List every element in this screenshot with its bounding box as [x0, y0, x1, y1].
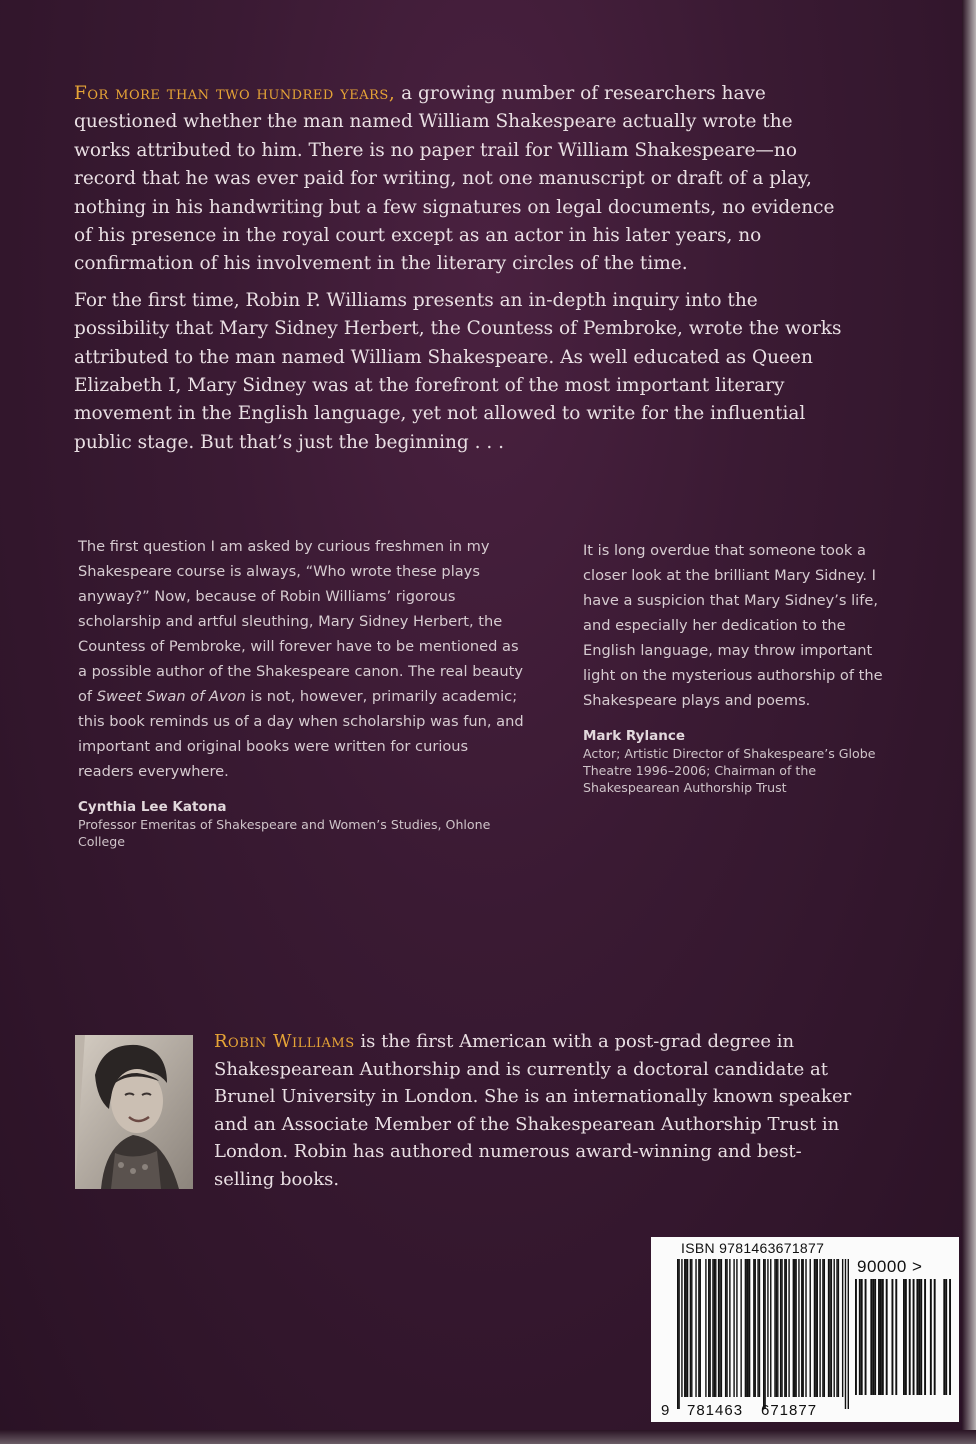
barcode-bar — [757, 1259, 758, 1397]
barcode-bar — [829, 1259, 830, 1397]
barcode-bar — [745, 1259, 746, 1397]
barcode-bar — [681, 1259, 682, 1397]
barcode-bar — [815, 1259, 816, 1397]
barcode-bar — [828, 1259, 829, 1397]
barcode-bar — [714, 1259, 715, 1397]
barcode-bar — [786, 1259, 787, 1397]
barcode-bar — [895, 1279, 897, 1395]
author-bio-text: is the first American with a post-grad degree in Shakespearean Authorship and is currently a doctoral candidate at Brunel University in London. She is an internationally known speaker and an Associate Member of the Shakespearean Authorship Trust in London. Robin has authored numerous award-winning and best-selling books. — [214, 1031, 852, 1190]
barcode-bar — [777, 1259, 778, 1397]
barcode-bar — [865, 1279, 867, 1395]
endorsement-rylance — [583, 538, 893, 796]
barcode-bar — [764, 1259, 765, 1409]
barcode-bar — [781, 1259, 782, 1397]
endorsement-katona — [78, 534, 528, 850]
barcode-bar — [725, 1259, 726, 1397]
barcode-bar — [705, 1259, 706, 1397]
barcode-bar — [824, 1259, 825, 1397]
barcode-bar — [726, 1259, 727, 1397]
barcode-bar — [836, 1259, 837, 1397]
synopsis-paragraph-1-text: a growing number of researchers have questioned whether the man named William Shakespeare actually wrote the works attributed to him. There is no paper trail for William Shakespeare—no record that he was ever paid for writing, not one manuscript or draft of a play, nothing in his handwriting but a few signatures on legal documents, no evidence of his presence in the royal court except as an actor in his later years, no confirmation of his involvement in the literary circles of the time. — [74, 83, 835, 275]
book-title-italic: Sweet Swan of Avon — [96, 688, 246, 705]
barcode-bar — [719, 1259, 720, 1397]
barcode-bar — [878, 1279, 880, 1395]
barcode-bar — [874, 1279, 876, 1395]
barcode-bar — [805, 1259, 806, 1397]
price-addon-barcode — [855, 1279, 951, 1407]
isbn-barcode-panel — [651, 1237, 959, 1422]
barcode-bar — [916, 1279, 918, 1395]
barcode-bar — [755, 1259, 756, 1397]
endorsement-text: It is long overdue that someone took a closer look at the brilliant Mary Sidney. I have a suspicion that Mary Sidney’s life, and especially her dedication to the English language, may throw important light on the mysterious authorship of the Shakespeare plays and poems. — [583, 542, 883, 709]
barcode-bar — [802, 1259, 803, 1397]
endorsement-text-part-a: The first question I am asked by curious freshmen in my Shakespeare course is always, “Who wrote these plays anyway?” Now, because of Robin Williams’ rigorous scholarship and artful sleuthing, Mary Sidney Herbert, the Countess of Pembroke, will forever have to be mentioned as a possible author of the Shakespeare canon. The real beauty of — [78, 538, 523, 705]
barcode-bar — [845, 1259, 846, 1409]
barcode-bar — [795, 1259, 796, 1397]
synopsis-blurb — [74, 80, 854, 465]
endorsement-text — [78, 534, 528, 784]
barcode-bar — [690, 1259, 691, 1397]
barcode-bar — [880, 1279, 882, 1395]
barcode-bar — [695, 1259, 696, 1397]
barcode-bar — [872, 1279, 874, 1395]
barcode-bar — [848, 1259, 849, 1409]
barcode-bar — [718, 1259, 719, 1397]
barcode-bar — [733, 1259, 734, 1397]
author-bio — [214, 1028, 854, 1193]
barcode-bar — [774, 1259, 775, 1397]
barcode-bar — [793, 1259, 794, 1397]
barcode-bar — [776, 1259, 777, 1397]
barcode-bar — [831, 1259, 832, 1397]
endorser-role: Actor; Artistic Director of Shakespeare’s Globe Theatre 1996–2006; Chairman of the Shakespearean Authorship Trust — [583, 746, 876, 795]
barcode-bar — [855, 1279, 857, 1395]
barcode-bar — [945, 1279, 947, 1395]
barcode-bar — [677, 1259, 678, 1409]
barcode-bar — [861, 1279, 863, 1395]
barcode-bar — [949, 1279, 951, 1395]
endorser-role: Professor Emeritas of Shakespeare and Women’s Studies, Ohlone College — [78, 817, 491, 849]
barcode-bar — [903, 1279, 905, 1395]
isbn-barcode — [677, 1259, 849, 1409]
endorser-name: Mark Rylance — [583, 728, 685, 744]
barcode-bar — [708, 1259, 709, 1397]
synopsis-paragraph-2: For the first time, Robin P. Williams presents an in-depth inquiry into the possibility that Mary Sidney Herbert, the Countess of Pembroke, wrote the works attributed to the man named William Shakespeare. As well educated as Queen Elizabeth I, Mary Sidney was at the forefront of the most important literary movement in the English language, yet not allowed to write for the influential public stage. But that’s just the beginning . . . — [74, 289, 842, 453]
barcode-bar — [753, 1259, 754, 1397]
barcode-bar — [934, 1279, 936, 1395]
barcode-bar — [729, 1259, 730, 1397]
barcode-bar — [882, 1279, 884, 1395]
barcode-digits-left: 781463 — [687, 1402, 744, 1419]
barcode-bar — [794, 1259, 795, 1397]
barcode-bar — [909, 1279, 911, 1395]
barcode-bar — [678, 1259, 679, 1409]
barcode-bar — [700, 1259, 701, 1397]
barcode-bar — [819, 1259, 820, 1397]
barcode-digits-right: 671877 — [761, 1402, 818, 1419]
synopsis-paragraph-1 — [74, 80, 854, 279]
author-photo — [75, 1035, 193, 1189]
barcode-bar — [685, 1259, 686, 1397]
barcode-bar — [817, 1259, 818, 1397]
barcode-bar — [886, 1279, 888, 1395]
barcode-bar — [736, 1259, 737, 1397]
barcode-bar — [780, 1259, 781, 1397]
barcode-bar — [810, 1259, 811, 1397]
barcode-bar — [801, 1259, 802, 1397]
barcode-bar — [715, 1259, 716, 1397]
barcode-bar — [905, 1279, 907, 1395]
barcode-bar — [770, 1259, 771, 1397]
barcode-bar — [709, 1259, 710, 1397]
endorsement-text-part-b: is not, however, primarily academic; this book reminds us of a day when scholarship was fun, and important and original books were written for curious readers everywhere. — [78, 688, 524, 780]
barcode-bar — [749, 1259, 750, 1397]
barcode-bar — [763, 1259, 764, 1409]
barcode-bar — [842, 1259, 843, 1397]
author-portrait-illustration — [75, 1035, 193, 1189]
price-code-label: 90000 > — [857, 1257, 923, 1276]
barcode-bar — [891, 1279, 893, 1395]
cover-edge-bottom — [0, 1430, 976, 1444]
barcode-bar — [870, 1279, 872, 1395]
barcode-bar — [746, 1259, 747, 1397]
isbn-label: ISBN 9781463671877 — [681, 1240, 825, 1256]
barcode-bar — [767, 1259, 768, 1397]
barcode-bar — [798, 1259, 799, 1397]
barcode-digit-first: 9 — [661, 1402, 671, 1419]
barcode-bar — [784, 1259, 785, 1397]
barcode-bar — [822, 1259, 823, 1397]
barcode-bar — [691, 1259, 692, 1397]
barcode-bar — [833, 1259, 834, 1397]
barcode-bar — [859, 1279, 861, 1395]
barcode-bar — [684, 1259, 685, 1397]
barcode-bar — [920, 1279, 922, 1395]
barcode-bar — [712, 1259, 713, 1397]
barcode-bar — [747, 1259, 748, 1397]
barcode-bar — [788, 1259, 789, 1397]
barcode-bar — [814, 1259, 815, 1397]
barcode-bar — [913, 1279, 915, 1395]
barcode-bar — [943, 1279, 945, 1395]
barcode-bar — [698, 1259, 699, 1397]
barcode-bar — [838, 1259, 839, 1397]
barcode-bar — [759, 1259, 760, 1397]
barcode-bar — [721, 1259, 722, 1397]
synopsis-lead-caps: For more than two hundred years, — [74, 83, 396, 104]
barcode-bar — [924, 1279, 926, 1395]
cover-edge-right — [962, 0, 976, 1444]
barcode-bar — [740, 1259, 741, 1397]
endorser-name: Cynthia Lee Katona — [78, 799, 227, 815]
barcode-bar — [918, 1279, 920, 1395]
barcode-bar — [687, 1259, 688, 1397]
author-name-caps: Robin Williams — [214, 1031, 355, 1052]
barcode-bar — [930, 1279, 932, 1395]
